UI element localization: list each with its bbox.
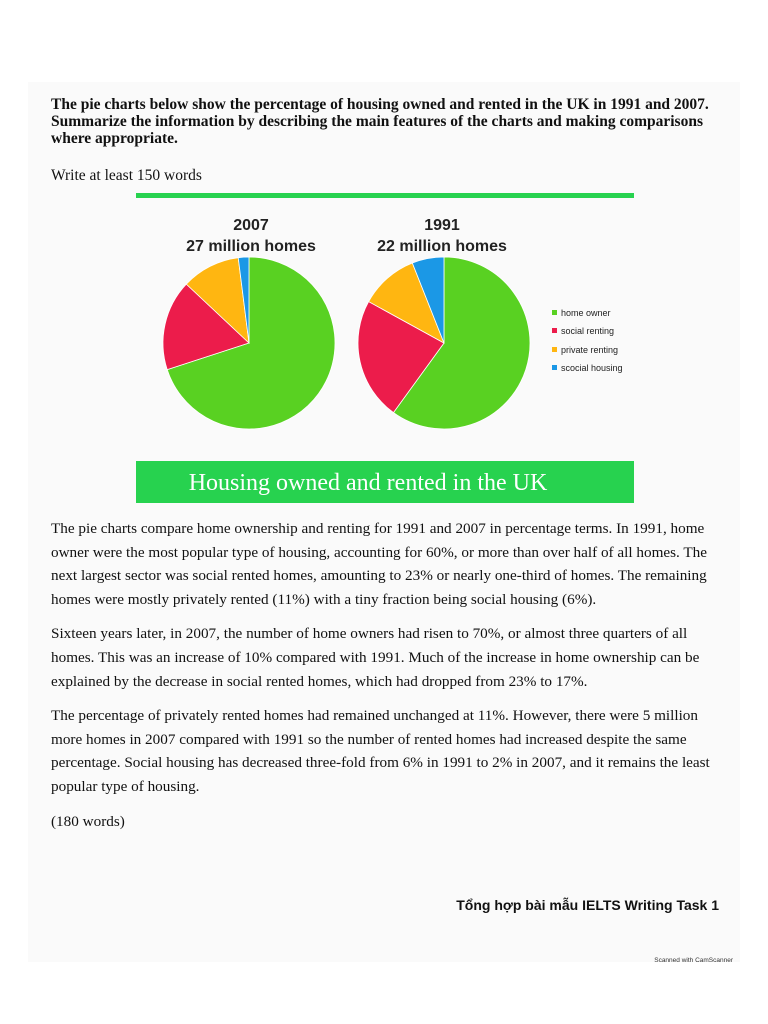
essay-paragraph-3: The percentage of privately rented homes had remained unchanged at 11%. However, there were 5 million more homes in 2007 compared with 1991 so the number of rented homes had increased despite the same percentage. Social housing has decreased three-fold from 6% in 1991 to 2% in 2007, and it remains the least popular type of housing.: [51, 707, 710, 795]
legend-label-home-owner: home owner: [561, 308, 611, 318]
pie1-subtitle: 27 million homes: [186, 238, 316, 255]
essay: [51, 517, 721, 844]
legend-swatch-home-owner: [552, 310, 557, 315]
pie1-year: 2007: [233, 217, 269, 234]
top-green-bar: [136, 193, 634, 198]
task-prompt: The pie charts below show the percentage of housing owned and rented in the UK in 1991 and 2007. Summarize the information by describing the main features of the charts and making comparisons where appropriate.: [51, 96, 709, 147]
legend-label-private-renting: private renting: [561, 345, 619, 355]
legend-label-social-housing: scocial housing: [561, 363, 623, 373]
scanner-watermark: Scanned with CamScanner: [654, 957, 733, 964]
legend-swatch-social-housing: [552, 365, 557, 370]
legend-label-social-renting: social renting: [561, 326, 615, 336]
essay-paragraph-1: The pie charts compare home ownership and renting for 1991 and 2007 in percentage terms. In 1991, home owner were the most popular type of housing, accounting for 60%, or more than over half of all homes. The next largest sector was social rented homes, amounting to 23% or nearly one-third of homes. The remaining homes were mostly privately rented (11%) with a tiny fraction being social housing (6%).: [51, 520, 707, 608]
pie-charts-svg: [136, 193, 634, 503]
pie2-year: 1991: [424, 217, 460, 234]
essay-word-count: (180 words): [51, 812, 125, 830]
legend-swatch-private-renting: [552, 347, 557, 352]
legend-swatch-social-renting: [552, 328, 557, 333]
footer-title: Tổng hợp bài mẫu IELTS Writing Task 1: [456, 897, 719, 913]
pie-charts-figure: [136, 193, 634, 503]
word-instruction: Write at least 150 words: [51, 167, 202, 184]
chart-title: Housing owned and rented in the UK: [188, 470, 548, 496]
essay-paragraph-2: Sixteen years later, in 2007, the number of home owners had risen to 70%, or almost three quarters of all homes. This was an increase of 10% compared with 1991. Much of the increase in home ownership can be explained by the decrease in social rented homes, which had dropped from 23% to 17%.: [51, 625, 700, 690]
chart-legend: [552, 308, 623, 373]
pie2-subtitle: 22 million homes: [377, 238, 507, 255]
